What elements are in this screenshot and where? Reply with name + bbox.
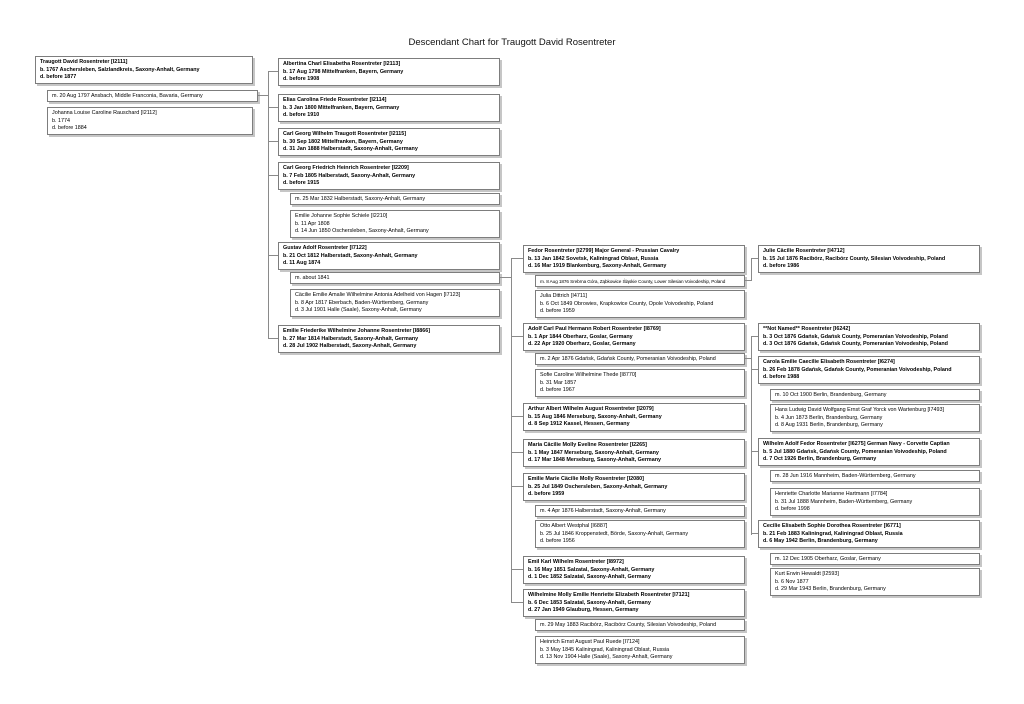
death-line: d. 3 Oct 1876 Gdańsk, Gdańsk County, Pomeranian Voivodeship, Poland: [763, 341, 948, 347]
marriage-box-1900-berlin: [770, 389, 980, 401]
death-line: d. 6 May 1942 Berlin, Brandenburg, Germany: [763, 538, 878, 544]
person-name: Cäcilie Emilie Amalie Wilhelmine Antonia Adelheid von Hagen [I7123]: [295, 292, 461, 298]
spouse-box-caecilie-von-hagen: [290, 289, 500, 317]
spouse-box-emilie-schiele: [290, 210, 500, 238]
birth-line: b. 6 Oct 1849 Obrowies, Krapkowice County, Opole Voivodeship, Poland: [540, 300, 714, 307]
death-line: d. 13 Nov 1904 Halle (Saale), Saxony-Anhalt, Germany: [540, 654, 673, 660]
person-name: Otto Albert Westphal [I6887]: [540, 523, 608, 529]
death-line: d. 22 Apr 1920 Oberharz, Goslar, Germany: [528, 341, 636, 347]
birth-line: b. 1774: [52, 117, 70, 124]
person-name: Hans Ludwig David Wolfgang Ernst Graf Yorck von Wartenburg [I7493]: [775, 407, 944, 413]
connector-line: [268, 175, 278, 176]
marriage-line: m. 28 Jun 1916 Mannheim, Baden-Württemberg, Germany: [775, 473, 916, 479]
birth-line: b. 25 Jul 1849 Oschersleben, Saxony-Anhalt, Germany: [528, 483, 668, 490]
birth-line: b. 3 Jan 1800 Mittelfranken, Bayern, Germany: [283, 104, 400, 111]
person-box-julie-caecilie: [758, 245, 980, 273]
birth-line: b. 26 Feb 1878 Gdańsk, Gdańsk County, Pomeranian Voivodeship, Poland: [763, 366, 952, 373]
birth-line: b. 15 Jul 1876 Racibórz, Racibórz County, Silesian Voivodeship, Poland: [763, 255, 946, 262]
marriage-line: m. 10 Oct 1900 Berlin, Brandenburg, Germany: [775, 392, 887, 398]
death-line: d. 31 Jan 1888 Halberstadt, Saxony-Anhalt, Germany: [283, 146, 418, 152]
spouse-box-otto-westphal: [535, 520, 745, 548]
death-line: d. 28 Jul 1902 Halberstadt, Saxony-Anhalt, Germany: [283, 343, 417, 349]
spouse-box-kurt-hewaldt: [770, 568, 980, 596]
person-box-arthur: [523, 403, 745, 431]
death-line: d. 17 Mar 1848 Merseburg, Saxony-Anhalt, Germany: [528, 457, 662, 463]
connector-line: [268, 107, 278, 108]
connector-line: [268, 71, 278, 72]
connector-line: [268, 255, 278, 256]
death-line: d. 29 Mar 1943 Berlin, Brandenburg, Germany: [775, 586, 886, 592]
person-box-fedor: [523, 245, 745, 273]
person-box-gustav: [278, 242, 500, 270]
death-line: d. 8 Aug 1931 Berlin, Brandenburg, Germany: [775, 422, 883, 428]
person-name: Carola Emilie Caecilie Elisabeth Rosentreter [I6274]: [763, 359, 895, 365]
birth-line: b. 6 Nov 1877: [775, 578, 809, 585]
death-line: d. 1 Dec 1852 Salzatal, Saxony-Anhalt, Germany: [528, 574, 651, 580]
connector-line: [751, 258, 752, 281]
connector-line: [511, 258, 512, 603]
person-name: Emil Karl Wilhelm Rosentreter [I8972]: [528, 559, 624, 565]
person-box-carl-friedrich: [278, 162, 500, 190]
person-box-elias: [278, 94, 500, 122]
person-box-carl-wilhelm: [278, 128, 500, 156]
person-name: Wilhelm Adolf Fedor Rosentreter [I6275] German Navy - Corvette Captian: [763, 441, 950, 447]
birth-line: b. 16 May 1851 Salzatal, Saxony-Anhalt, Germany: [528, 566, 655, 573]
person-name: Cecilie Elisabeth Sophie Dorothea Rosentreter [I6771]: [763, 523, 901, 529]
birth-line: b. 4 Jun 1873 Berlin, Brandenburg, Germany: [775, 414, 883, 421]
person-box-not-named: [758, 323, 980, 351]
person-name: Gustav Adolf Rosentreter [I7122]: [283, 245, 367, 251]
person-box-wilhelm-adolf: [758, 438, 980, 466]
marriage-box-1883-raciborz: [535, 619, 745, 631]
birth-line: b. 15 Aug 1846 Merseburg, Saxony-Anhalt, Germany: [528, 413, 662, 420]
person-name: Albertina Charl Elisabetha Rosentreter [I2113]: [283, 61, 401, 67]
connector-line: [751, 336, 752, 535]
connector-line: [751, 533, 758, 534]
person-name: Julia Dittrich [I4711]: [540, 293, 587, 299]
death-line: d. 7 Oct 1926 Berlin, Brandenburg, Germany: [763, 456, 877, 462]
person-box-traugott: [35, 56, 253, 84]
birth-line: b. 31 Mar 1857: [540, 379, 577, 386]
birth-line: b. 27 Mar 1814 Halberstadt, Saxony-Anhalt, Germany: [283, 335, 419, 342]
spouse-box-sofie-thede: [535, 369, 745, 397]
birth-line: b. 21 Feb 1883 Kaliningrad, Kaliningrad Oblast, Russia: [763, 530, 903, 537]
birth-line: b. 6 Dec 1853 Salzatal, Saxony-Anhalt, Germany: [528, 599, 651, 606]
birth-line: b. 30 Sep 1802 Mittelfranken, Bayern, Germany: [283, 138, 403, 145]
death-line: d. before 1910: [283, 112, 320, 118]
death-line: d. 27 Jan 1949 Glauburg, Hessen, Germany: [528, 607, 639, 613]
person-name: Sofie Caroline Wilhelmine Thede [I8770]: [540, 372, 637, 378]
marriage-box-1832: [290, 193, 500, 205]
marriage-line: m. 29 May 1883 Racibórz, Racibórz County, Silesian Voivodeship, Poland: [540, 622, 717, 628]
person-box-emilie-friederike: [278, 325, 500, 353]
marriage-box-1905-oberharz: [770, 553, 980, 565]
death-line: d. before 1884: [52, 125, 87, 131]
connector-line: [751, 258, 758, 259]
marriage-line: m. 20 Aug 1797 Ansbach, Middle Franconia, Bavaria, Germany: [52, 93, 203, 99]
person-name: Carl Georg Wilhelm Traugott Rosentreter [I2115]: [283, 131, 407, 137]
death-line: d. 11 Aug 1874: [283, 260, 321, 266]
birth-line: b. 17 Aug 1798 Mittelfranken, Bayern, Germany: [283, 68, 404, 75]
person-name: Heinrich Ernst August Paul Ruede [I7124]: [540, 639, 640, 645]
death-line: d. before 1988: [763, 374, 800, 380]
person-name: Emilie Marie Cäcilie Molly Rosentreter [I2080]: [528, 476, 644, 482]
spouse-box-hans-yorck: [770, 404, 980, 432]
birth-line: b. 31 Jul 1888 Mannheim, Baden-Württemberg, Germany: [775, 498, 913, 505]
birth-line: b. 13 Jan 1842 Sovetsk, Kaliningrad Oblast, Russia: [528, 255, 659, 262]
marriage-line: m. 4 Apr 1876 Halberstadt, Saxony-Anhalt, Germany: [540, 508, 666, 514]
marriage-line: m. about 1841: [295, 275, 330, 281]
person-name: Emilie Johanne Sophie Schiele [I2210]: [295, 213, 388, 219]
birth-line: b. 11 Apr 1808: [295, 220, 330, 227]
death-line: d. 14 Jun 1850 Oschersleben, Saxony-Anhalt, Germany: [295, 228, 429, 234]
marriage-line: m. 12 Dec 1905 Oberharz, Goslar, Germany: [775, 556, 881, 562]
birth-line: b. 21 Oct 1812 Halberstadt, Saxony-Anhalt, Germany: [283, 252, 418, 259]
death-line: d. before 1915: [283, 180, 320, 186]
person-name: Wilhelmine Molly Emilie Henriette Elizabeth Rosentreter [I7121]: [528, 592, 690, 598]
birth-line: b. 1 May 1847 Merseburg, Saxony-Anhalt, Germany: [528, 449, 659, 456]
connector-line: [268, 71, 269, 339]
person-box-emil-karl: [523, 556, 745, 584]
connector-line: [268, 141, 278, 142]
person-name: Carl Georg Friedrich Heinrich Rosentreter [I2209]: [283, 165, 409, 171]
death-line: d. before 1986: [763, 263, 800, 269]
birth-line: b. 25 Jul 1846 Kroppenstedt, Börde, Saxony-Anhalt, Germany: [540, 530, 689, 537]
person-name: **Not Named** Rosentreter [I6242]: [763, 326, 851, 332]
marriage-line: m. 25 Mar 1832 Halberstadt, Saxony-Anhalt, Germany: [295, 196, 426, 202]
birth-line: b. 8 Apr 1817 Eberbach, Baden-Württemberg, Germany: [295, 299, 429, 306]
death-line: d. 8 Sep 1912 Kassel, Hessen, Germany: [528, 421, 630, 427]
marriage-line: m. 2 Apr 1876 Gdańsk, Gdańsk County, Pomeranian Voivodeship, Poland: [540, 356, 716, 362]
marriage-box-1876-srebrna-gora: [535, 275, 745, 287]
connector-line: [751, 336, 758, 337]
death-line: d. before 1959: [528, 491, 565, 497]
person-box-emilie-marie: [523, 473, 745, 501]
death-line: d. 3 Jul 1901 Halle (Saale), Saxony-Anhalt, Germany: [295, 307, 422, 313]
death-line: d. before 1908: [283, 76, 320, 82]
connector-line: [258, 95, 268, 96]
person-name: Emilie Friederike Wilhelmine Johanne Rosentreter [I8866]: [283, 328, 431, 334]
birth-line: b. 7 Feb 1805 Halberstadt, Saxony-Anhalt, Germany: [283, 172, 416, 179]
birth-line: b. 3 Oct 1876 Gdańsk, Gdańsk County, Pomeranian Voivodeship, Poland: [763, 333, 948, 340]
person-box-cecilie: [758, 520, 980, 548]
connector-line: [511, 452, 523, 453]
marriage-box-1876-gdansk: [535, 353, 745, 365]
person-box-albertina: [278, 58, 500, 86]
connector-line: [751, 451, 758, 452]
connector-line: [268, 338, 278, 339]
marriage-box-1916-mannheim: [770, 470, 980, 482]
spouse-box-henriette-hartmann: [770, 488, 980, 516]
person-box-maria: [523, 439, 745, 467]
marriage-box-1876-halberstadt: [535, 505, 745, 517]
death-line: d. before 1877: [40, 74, 77, 80]
marriage-box-1797: [47, 90, 258, 102]
death-line: d. before 1959: [540, 308, 575, 314]
spouse-box-heinrich-ruede: [535, 636, 745, 664]
person-name: Adolf Carl Paul Hermann Robert Rosentreter [I8769]: [528, 326, 661, 332]
connector-line: [511, 416, 523, 417]
connector-line: [511, 602, 523, 603]
birth-line: b. 3 May 1845 Kaliningrad, Kaliningrad Oblast, Russia: [540, 646, 670, 653]
connector-line: [511, 569, 523, 570]
person-name: Henriette Charlotte Marianne Hartmann [I7784]: [775, 491, 888, 497]
person-box-carola: [758, 356, 980, 384]
connector-line: [500, 277, 511, 278]
birth-line: b. 1 Apr 1844 Oberharz, Goslar, Germany: [528, 333, 633, 340]
person-name: Julie Cäcilie Rosentreter [I4712]: [763, 248, 845, 254]
birth-line: b. 1767 Aschersleben, Salzlandkreis, Saxony-Anhalt, Germany: [40, 66, 200, 73]
connector-line: [511, 258, 523, 259]
person-box-adolf: [523, 323, 745, 351]
chart-title: Descendant Chart for Traugott David Rosentreter: [408, 37, 616, 48]
marriage-line: m. 8 Aug 1876 Srebrna Góra, Ząbkowice Śląskie County, Lower Silesian Voivodeship, Poland: [540, 279, 726, 284]
connector-line: [511, 336, 523, 337]
person-box-wilhelmine: [523, 589, 745, 617]
death-line: d. before 1956: [540, 538, 575, 544]
death-line: d. before 1998: [775, 506, 810, 512]
connector-line: [511, 486, 523, 487]
connector-line: [751, 369, 758, 370]
person-name: Arthur Albert Wilhelm August Rosentreter [I2079]: [528, 406, 654, 412]
person-name: Fedor Rosentreter [I2799] Major General - Prussian Cavalry: [528, 248, 680, 254]
spouse-box-julia-dittrich: [535, 290, 745, 318]
person-name: Elias Carolina Friede Rosentreter [I2114]: [283, 97, 387, 103]
person-name: Johanna Louise Caroline Rauschard [I2112]: [52, 110, 157, 116]
birth-line: b. 5 Jul 1880 Gdańsk, Gdańsk County, Pomeranian Voivodeship, Poland: [763, 448, 947, 455]
spouse-box-johanna: [47, 107, 253, 135]
person-name: Maria Cäcilie Molly Eveline Rosentreter [I2265]: [528, 442, 647, 448]
marriage-box-1841: [290, 272, 500, 284]
death-line: d. before 1967: [540, 387, 575, 393]
person-name: Kurt Erwin Hewaldt [I2593]: [775, 571, 839, 577]
person-name: Traugott David Rosentreter [I2111]: [40, 59, 128, 65]
death-line: d. 16 Mar 1919 Blankenburg, Saxony-Anhalt, Germany: [528, 263, 667, 269]
